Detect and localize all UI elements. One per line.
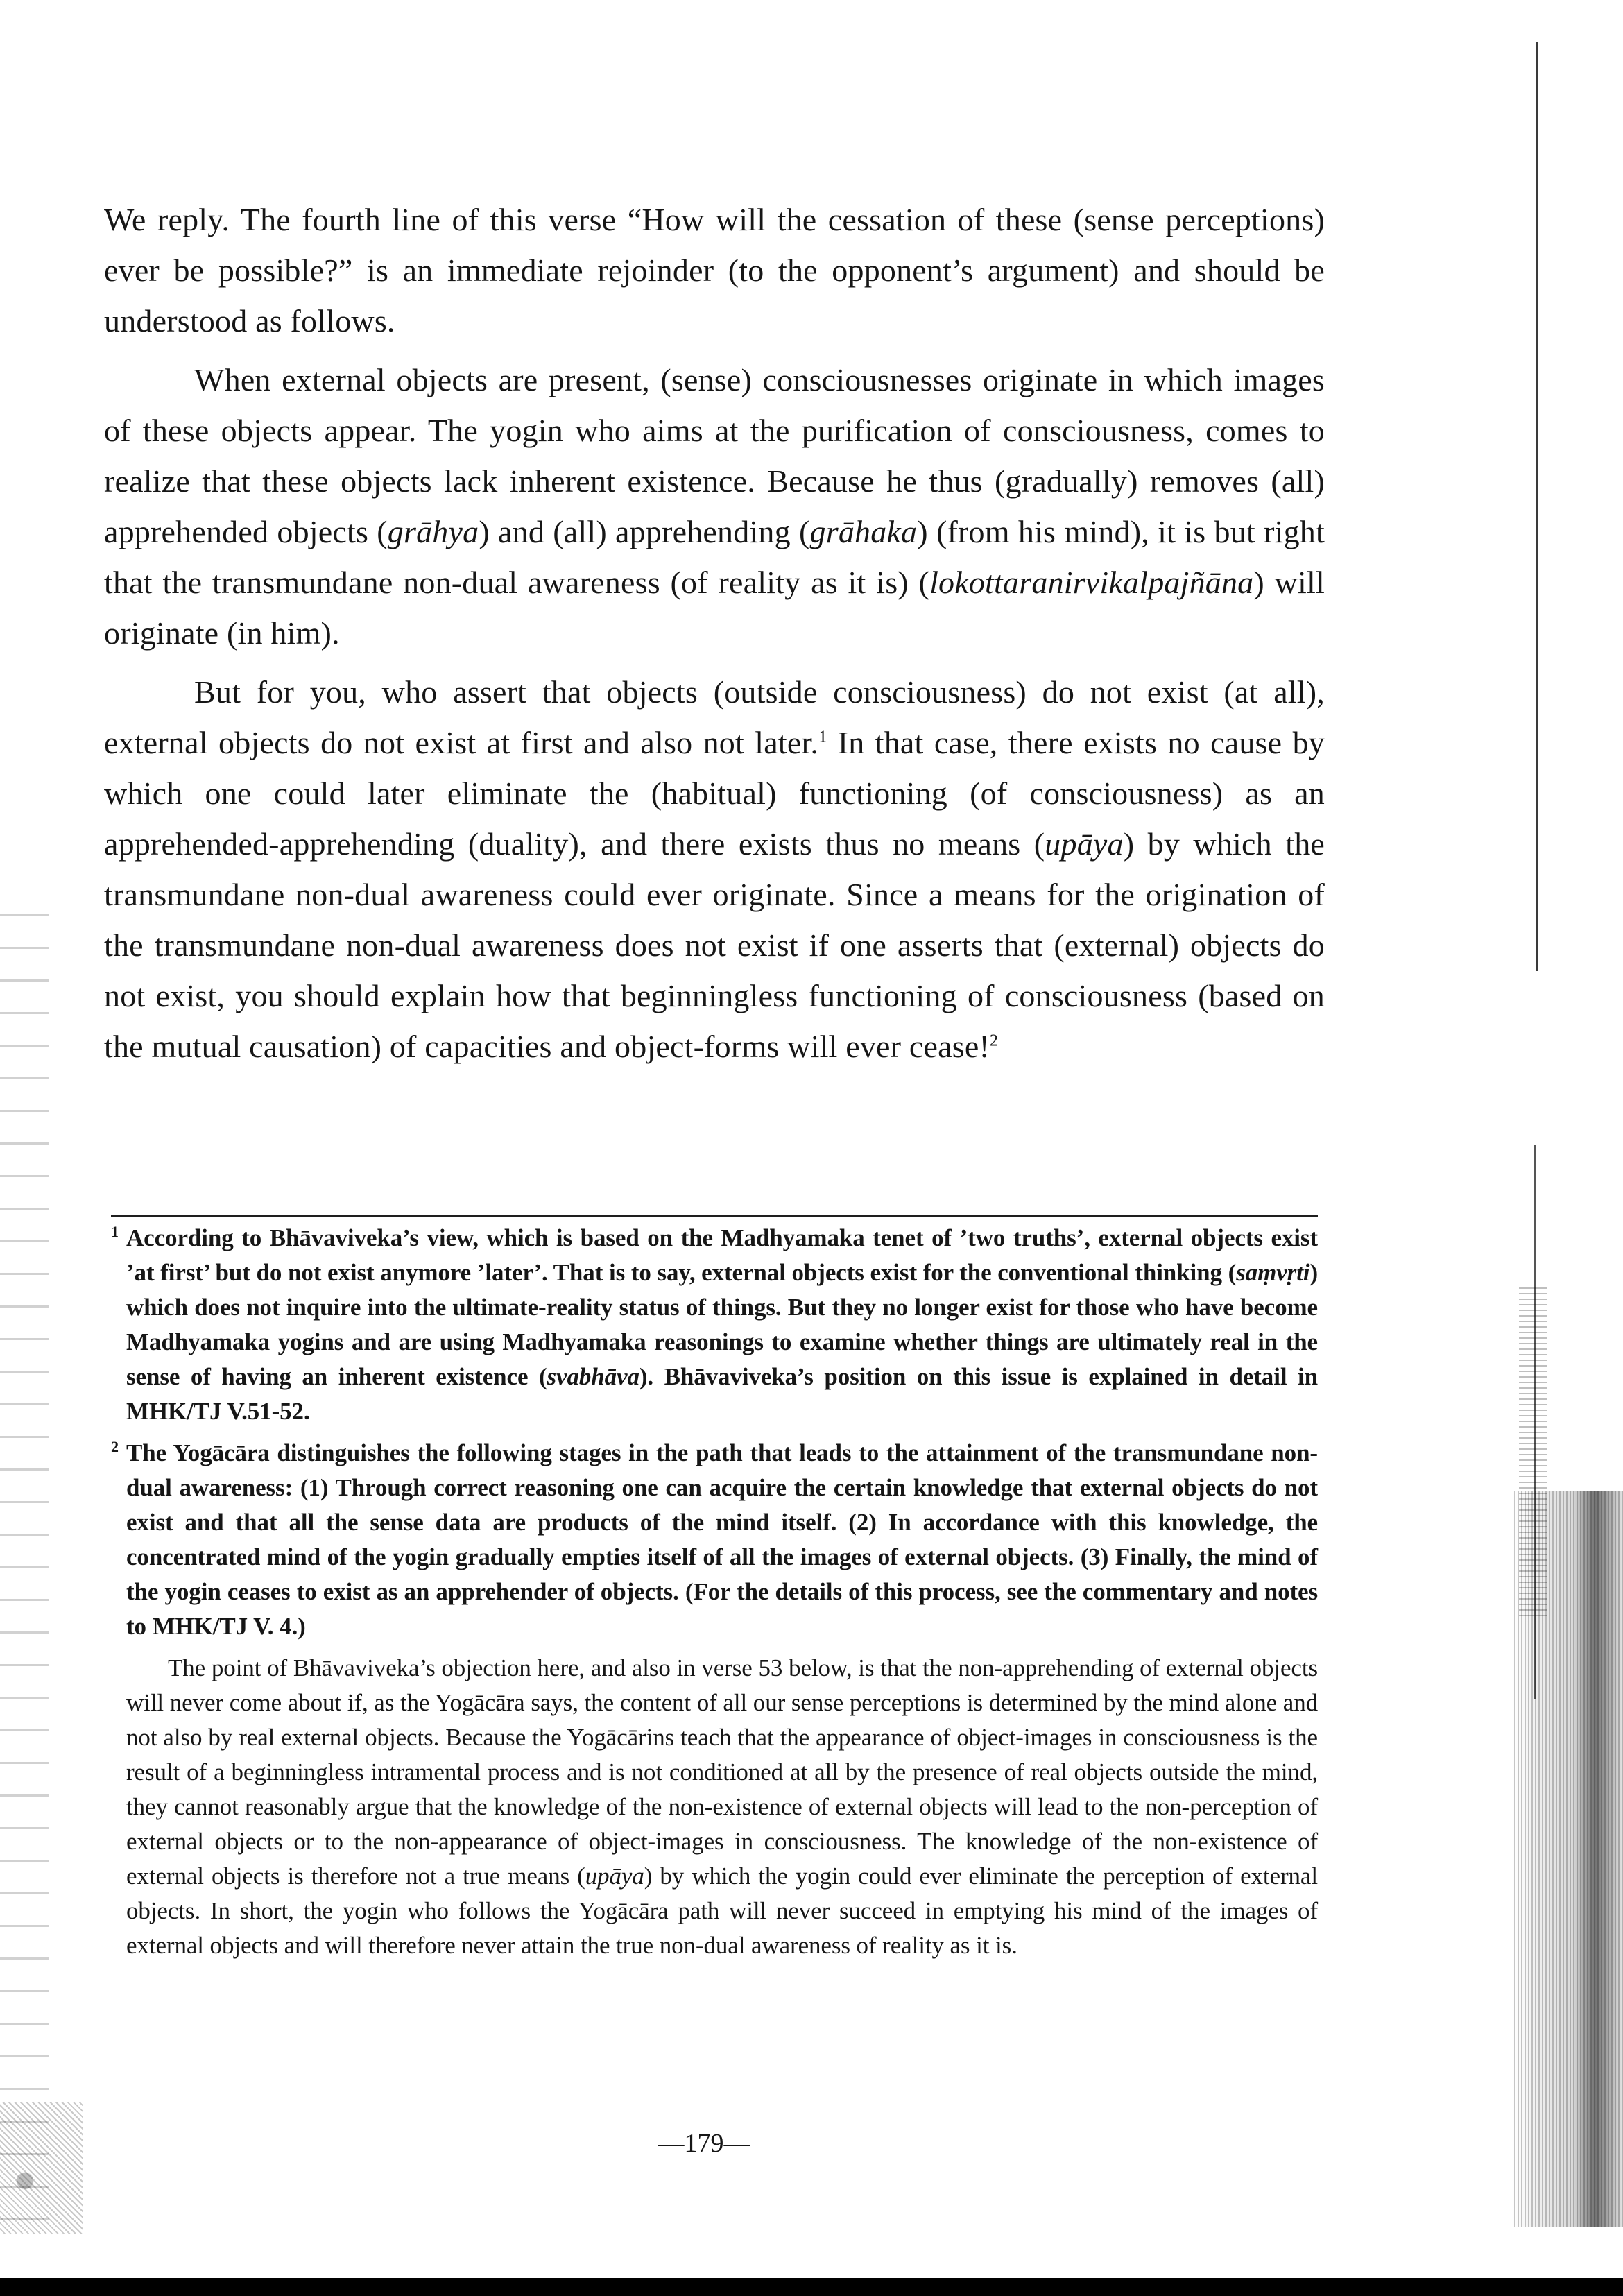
- text-run: We reply. The fourth line of this verse “How will the cessation of these (sense perceptions) ever be possible?” is an immediate rejoinder (to the opponent’s argument) and should be understood as follows.: [104, 202, 1325, 339]
- scan-corner-noise: [0, 2102, 83, 2234]
- text-run: ) (from his mind), it is but right that the transmundane non-dual awareness (of reality as it is) (: [104, 514, 1325, 600]
- italic-term: svabhāva: [547, 1363, 639, 1390]
- paragraph-external-objects: [104, 354, 1325, 658]
- italic-term: saṃvṛti: [1236, 1259, 1310, 1286]
- text-run: The Yogācāra distinguishes the following stages in the path that leads to the attainment of the transmundane non-dual awareness: (1) Through correct reasoning one can acquire the certain knowledge that external objects do not exist and that all the sense data are products of the mind itself. (2) In accordance with this knowledge, the concentrated mind of the yogin gradually empties itself of all the images of external objects. (3) Finally, the mind of the yogin ceases to exist as an apprehender of objects. (For the details of this process, see the commentary and notes to MHK/TJ V. 4.): [126, 1439, 1318, 1640]
- footnote-reference: 2: [989, 1031, 999, 1050]
- italic-term: lokottaranirvikalpajñāna: [929, 565, 1254, 600]
- text-run: ) will originate (in him).: [104, 565, 1325, 651]
- italic-term: upāya: [1045, 826, 1124, 862]
- italic-term: grāhaka: [809, 514, 918, 549]
- text-run: ) and (all) apprehending (: [479, 514, 810, 549]
- scan-bottom-border: [0, 2278, 1623, 2296]
- text-run: ). Bhāvaviveka’s position on this issue is explained in detail in MHK/TJ V.51-52.: [126, 1363, 1318, 1425]
- text-run: In that case, there exists no cause by which one could later eliminate the (habitual) functioning (of consciousness) as an apprehended-apprehending (duality), and there exists thus no means (: [104, 725, 1325, 862]
- scan-binding-line: [1536, 42, 1538, 971]
- text-run: ) by which the transmundane non-dual awareness could ever originate. Since a means for the origination of the transmundane non-dual awareness does not exist if one asserts that (external) objects do not exist, you should explain how that beginningless functioning of consciousness (based on the mutual causation) of capacities and object-forms will ever cease!: [104, 826, 1325, 1064]
- paragraph-objection: [104, 667, 1325, 1072]
- text-run: ) which does not inquire into the ultimate-reality status of things. But they no longer exist for those who have become Madhyamaka yogins and are using Madhyamaka reasonings to examine whether things are ultimately real in the sense of having an inherent existence (: [126, 1259, 1318, 1390]
- footnote-separator: [111, 1215, 1318, 1217]
- text-run: ) by which the yogin could ever eliminate the perception of external objects. In short, the yogin who follows the Yogācāra path will never succeed in emptying his mind of the images of external objects and will therefore never attain the true non-dual awareness of reality as it is.: [126, 1862, 1318, 1959]
- footnote-2-continuation: [111, 1651, 1318, 1963]
- scan-edge-shadow: [1512, 1491, 1623, 2227]
- main-text: [104, 194, 1325, 1080]
- text-run: When external objects are present, (sense) consciousnesses originate in which images of these objects appear. The yogin who aims at the purification of consciousness, comes to realize that these objects lack inherent existence. Because he thus (gradually) removes (all) apprehended objects (: [104, 362, 1325, 549]
- paragraph-reply: [104, 194, 1325, 346]
- italic-term: grāhya: [387, 514, 479, 549]
- text-run: But for you, who assert that objects (outside consciousness) do not exist (at all), external objects do not exist at first and also not later.: [104, 674, 1325, 760]
- scan-left-margin-noise: [0, 902, 49, 2220]
- italic-term: upāya: [585, 1862, 644, 1890]
- footnote-2: 2 The Yogācāra distinguishes the following stages in the path that leads to the attainment of the transmundane non-dual awareness: (1) Through correct reasoning one can acquire the certain knowledge that external objects do not exist and that all the sense data are products of the mind itself. (2) In accordance with this knowledge, the concentrated mind of the yogin gradually empties itself of all the images of external objects. (3) Finally, the mind of the yogin ceases to exist as an apprehender of objects. (For the details of this process, see the commentary and notes to MHK/TJ V. 4.): [111, 1438, 1318, 1640]
- footnote-reference: 1: [818, 728, 827, 746]
- text-run: According to Bhāvaviveka’s view, which is based on the Madhyamaka tenet of ’two truths’, external objects exist ’at first’ but do not exist anymore ’later’. That is to say, external objects exist for the conventional thinking (: [126, 1224, 1318, 1286]
- footnotes: [111, 1221, 1318, 1970]
- footnote-1: 1 According to Bhāvaviveka’s view, which is based on the Madhyamaka tenet of ’two truths’, external objects exist ’at first’ but do not exist anymore ’later’. That is to say, external objects exist for the conventional thinking (saṃvṛti) which does not inquire into the ultimate-reality status of things. But they no longer exist for those who have become Madhyamaka yogins and are using Madhyamaka reasonings to examine whether things are ultimately real in the sense of having an inherent existence (svabhāva). Bhāvaviveka’s position on this issue is explained in detail in MHK/TJ V.51-52.: [111, 1223, 1318, 1425]
- page-number: —179—: [658, 2129, 750, 2158]
- text-run: The point of Bhāvaviveka’s objection here, and also in verse 53 below, is that the non-apprehending of external objects will never come about if, as the Yogācāra says, the content of all our sense perceptions is determined by the mind alone and not also by real external objects. Because the Yogācārins teach that the appearance of object-images in consciousness is the result of a beginningless intramental process and is not conditioned at all by the presence of real objects outside the mind, they cannot reasonably argue that the knowledge of the non-existence of external objects will lead to the non-perception of external objects or to the non-appearance of object-images in consciousness. The knowledge of the non-existence of external objects is therefore not a true means (: [126, 1654, 1318, 1890]
